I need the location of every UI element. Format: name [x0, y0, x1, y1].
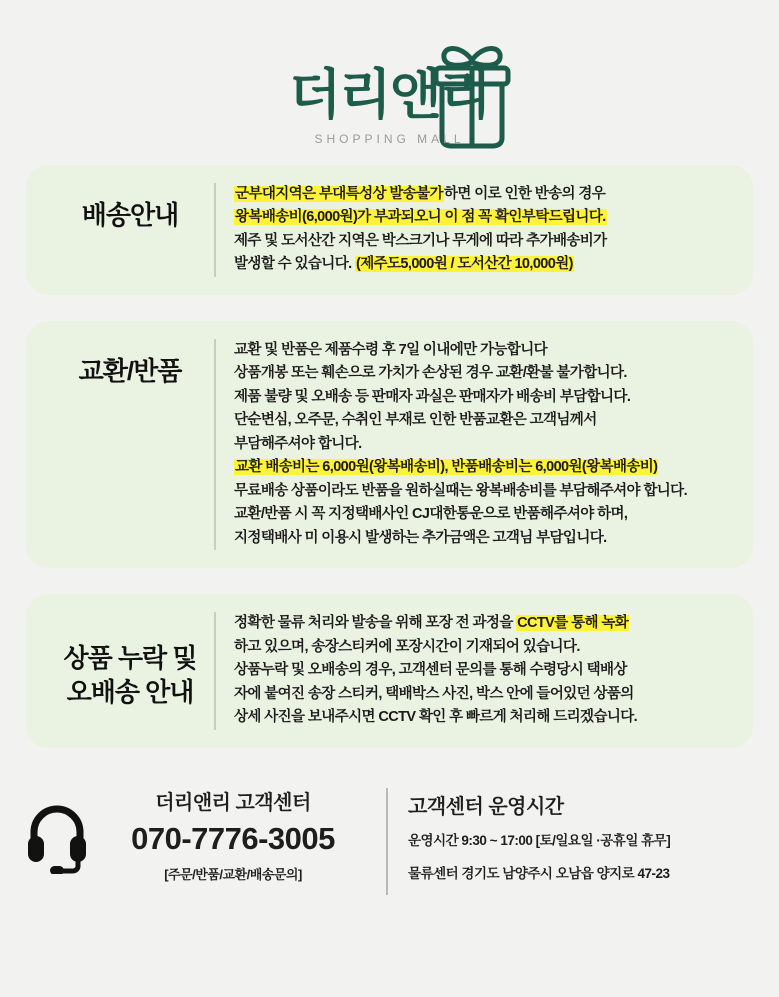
logo-subtitle: SHOPPING MALL	[314, 132, 465, 146]
highlighted-text: 왕복배송비(6,000원)가 부과되오니 이 점 꼭 확인부탁드립니다.	[235, 209, 606, 226]
card-line	[234, 706, 733, 729]
body-text: 정확한 물류 처리와 발송을 위해 포장 전 과정을	[234, 615, 517, 632]
body-text: 제주 및 도서산간 지역은 박스크기나 무게에 따라 추가배송비가	[234, 232, 607, 249]
card-line	[234, 659, 733, 682]
body-text: 상품누락 및 오배송의 경우, 고객센터 문의를 통해 수령당시 택배상	[234, 662, 627, 679]
card-body	[214, 339, 733, 550]
body-text: 교환 및 반품은 제품수령 후 7일 이내에만 가능합니다	[234, 341, 548, 358]
cs-text-block	[102, 786, 364, 884]
body-text: 하면 이로 인한 반송의 경우	[443, 186, 606, 202]
body-text: 하고 있으며, 송장스티커에 포장시간이 기재되어 있습니다.	[234, 638, 580, 655]
card-line	[234, 503, 733, 526]
cs-note: [주문/반품/교환/배송문의]	[164, 867, 302, 883]
card-line	[234, 362, 733, 385]
footer-divider	[386, 788, 388, 895]
card-title: 배송안내	[81, 200, 179, 230]
headset-icon	[26, 802, 88, 874]
card-body	[214, 183, 733, 277]
body-text: 부담해주셔야 합니다.	[234, 435, 362, 452]
info-card	[26, 594, 753, 747]
highlighted-text: CCTV를 통해 녹화	[517, 615, 629, 632]
card-line	[234, 409, 733, 432]
card-body	[214, 612, 733, 729]
highlighted-text: (제주도5,000원 / 도서산간 10,000원)	[355, 256, 573, 273]
highlighted-text: 교환 배송비는 6,000원(왕복배송비), 반품배송비는 6,000원(왕복배송비)	[235, 459, 658, 476]
card-line	[234, 456, 733, 479]
body-text: 상품개봉 또는 훼손으로 가치가 손상된 경우 교환/환불 불가합니다.	[234, 365, 627, 382]
highlighted-text: 군부대지역은 부대특성상 발송불가	[235, 186, 443, 202]
card-line	[234, 612, 733, 635]
card-line	[234, 480, 733, 503]
hours-line: 운영시간 9:30 ~ 17:00 [토/일요일 ·공휴일 휴무]	[408, 832, 671, 848]
footer-hours	[408, 786, 753, 897]
card-line	[234, 183, 733, 206]
footer-customer-service	[26, 786, 382, 884]
card-title: 교환/반품	[78, 355, 182, 386]
address-line: 물류센터 경기도 남양주시 오남읍 양지로 47-23	[408, 865, 670, 881]
body-text: 자에 붙여진 송장 스티커, 택배박스 사진, 박스 안에 들어있던 상품의	[234, 685, 634, 702]
sections-container	[0, 165, 779, 748]
body-text: 제품 불량 및 오배송 등 판매자 과실은 판매자가 배송비 부담합니다.	[234, 388, 631, 405]
logo-brand-text: 더리앤리	[289, 65, 490, 125]
card-line	[234, 683, 733, 706]
card-line	[234, 636, 733, 659]
card-line	[234, 206, 733, 229]
body-text: 무료배송 상품이라도 반품을 원하실때는 왕복배송비를 부담해주셔야 합니다.	[234, 482, 688, 499]
logo	[260, 40, 520, 160]
hours-title: 고객센터 운영시간	[408, 795, 564, 818]
body-text: 단순변심, 오주문, 수취인 부재로 인한 반품교환은 고객님께서	[234, 412, 597, 429]
info-card	[26, 321, 753, 568]
card-title: 상품 누락 및 오배송 안내	[63, 643, 197, 708]
cs-title: 더리앤리 고객센터	[155, 791, 311, 814]
card-line	[234, 253, 733, 276]
body-text: 지정택배사 미 이용시 발생하는 추가금액은 고객님 부담입니다.	[234, 529, 607, 546]
body-text: 상세 사진을 보내주시면 CCTV 확인 후 빠르게 처리해 드리겠습니다.	[234, 709, 638, 726]
body-text: 발생할 수 있습니다.	[234, 256, 355, 273]
info-card	[26, 165, 753, 295]
logo-block	[0, 0, 779, 165]
card-line	[234, 433, 733, 456]
card-line	[234, 527, 733, 550]
card-line	[234, 339, 733, 362]
footer	[26, 778, 753, 897]
card-line	[234, 386, 733, 409]
body-text: 교환/반품 시 꼭 지정택배사인 CJ대한통운으로 반품해주셔야 하며,	[234, 506, 628, 523]
cs-phone-number[interactable]: 070-7776-3005	[131, 820, 335, 856]
card-line	[234, 230, 733, 253]
